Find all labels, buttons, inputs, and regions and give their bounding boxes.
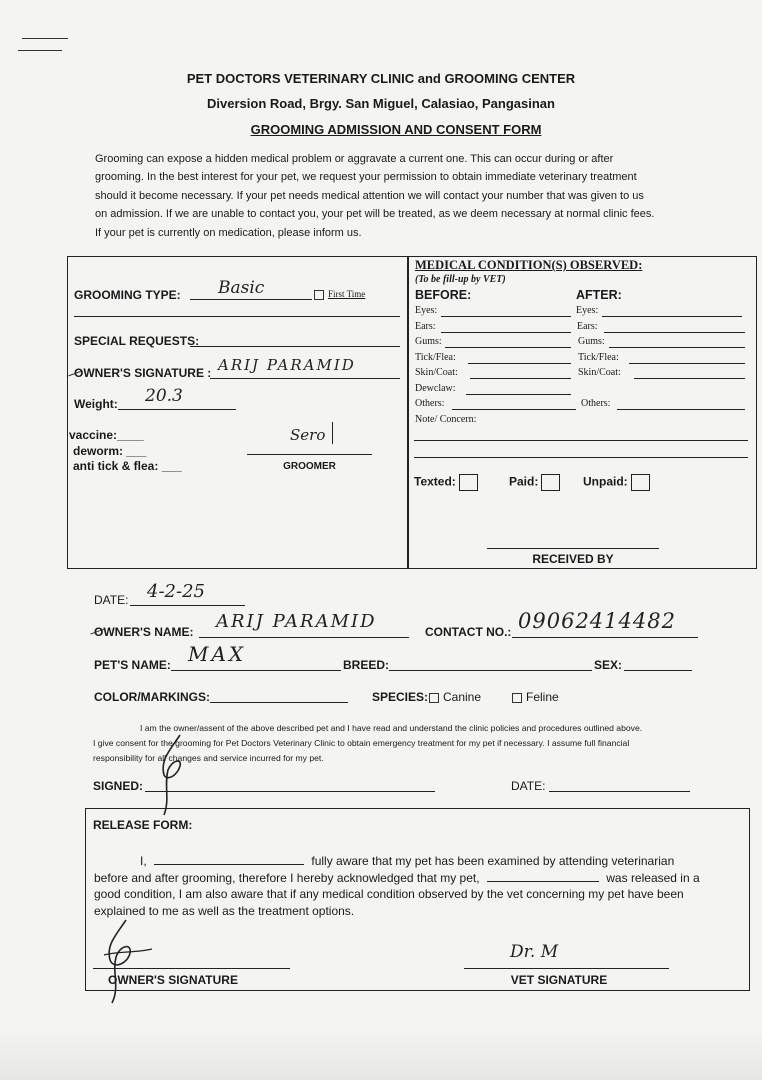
release-name-field[interactable] (154, 852, 304, 865)
intro-line: Grooming can expose a hidden medical problem or aggravate a current one. This can occur during or after (95, 153, 614, 165)
pen-mark (18, 50, 62, 51)
after-label: AFTER: (576, 288, 622, 302)
color-field[interactable] (210, 702, 348, 703)
after-ears-field[interactable] (604, 332, 745, 333)
release-title: RELEASE FORM: (93, 818, 193, 832)
paid-label: Paid: (509, 474, 539, 489)
before-gums-label: Gums: (415, 336, 442, 347)
after-tickflea-field[interactable] (629, 363, 745, 364)
breed-field[interactable] (389, 670, 592, 671)
canine-option[interactable] (429, 690, 481, 704)
before-ears-label: Ears: (415, 321, 436, 332)
clinic-address: Diversion Road, Brgy. San Miguel, Calasiao, Pangasinan (207, 96, 555, 111)
release-owner-signature-label: OWNER'S SIGNATURE (108, 973, 238, 987)
after-tickflea-label: Tick/Flea: (578, 352, 619, 363)
form-title: GROOMING ADMISSION AND CONSENT FORM (250, 122, 542, 137)
after-eyes-field[interactable] (602, 316, 742, 317)
contact-label: CONTACT NO.: (425, 625, 512, 639)
owner-signature-field[interactable] (210, 378, 400, 379)
owner-name-label: OWNER'S NAME: (94, 625, 194, 639)
unpaid-checkbox[interactable] (631, 474, 650, 491)
before-eyes-field[interactable] (441, 316, 571, 317)
groomer-signature-line[interactable] (247, 454, 372, 455)
first-time-label: First Time (328, 289, 366, 299)
before-ears-field[interactable] (441, 332, 571, 333)
before-gums-field[interactable] (445, 347, 571, 348)
groomer-signature: Sero (290, 426, 326, 444)
before-dewclaw-field[interactable] (466, 394, 571, 395)
after-others-field[interactable] (617, 409, 745, 410)
consent-line-3: responsibility for all changes and service incurred for my pet. (93, 753, 324, 763)
release-line-4: explained to me as well as the treatment options. (94, 904, 355, 918)
paid-checkbox[interactable] (541, 474, 560, 491)
release-line-1 (94, 852, 744, 871)
intro-line: on admission. If we are unable to contact you, your pet will be treated, as we deem necessary at normal clinic fees. (95, 208, 655, 221)
first-time-checkbox[interactable] (314, 290, 324, 300)
owner-signature-line[interactable] (93, 968, 290, 969)
received-by-line[interactable] (487, 548, 659, 549)
clinic-name: PET DOCTORS VETERINARY CLINIC and GROOMING CENTER (186, 71, 576, 86)
intro-line: If your pet is currently on medication, please inform us. (95, 226, 362, 239)
pet-name-value: MAX (188, 642, 247, 666)
paid-option[interactable] (509, 474, 560, 491)
intro-line: grooming. In the best interest for your pet, we request your permission to obtain immediate veterinary treatment (95, 171, 637, 184)
vet-signature-label: VET SIGNATURE (510, 973, 608, 987)
pen-mark (22, 38, 68, 39)
owner-name-value: ARIJ PARAMID (216, 611, 377, 632)
received-by-label: RECEIVED BY (532, 552, 614, 566)
release-line-2-text: before and after grooming, therefore I hereby acknowledged that my pet, (94, 871, 480, 885)
after-gums-field[interactable] (609, 347, 745, 348)
canine-label: Canine (443, 690, 482, 704)
groomer-label: GROOMER (283, 461, 336, 472)
release-i-label: I, (140, 854, 147, 868)
release-pet-field[interactable] (487, 869, 599, 882)
feline-checkbox[interactable] (512, 693, 522, 703)
contact-value: 09062414482 (518, 609, 676, 633)
before-others-field[interactable] (452, 409, 576, 410)
before-tickflea-label: Tick/Flea: (415, 352, 456, 363)
release-line-2 (94, 869, 744, 888)
before-skincoat-label: Skin/Coat: (415, 367, 458, 378)
pet-name-field[interactable] (171, 670, 341, 671)
feline-option[interactable] (512, 690, 559, 704)
release-line-1-text: fully aware that my pet has been examined by attending veterinarian (311, 854, 675, 868)
note-field-1[interactable] (414, 440, 748, 441)
before-tickflea-field[interactable] (468, 363, 571, 364)
weight-field[interactable] (118, 409, 236, 410)
texted-label: Texted: (414, 474, 456, 489)
medical-box (407, 256, 757, 569)
unpaid-label: Unpaid: (583, 474, 628, 489)
grooming-type-extra-line[interactable] (74, 316, 400, 317)
special-requests-field[interactable] (190, 346, 400, 347)
antitick-label: anti tick & flea: ___ (73, 459, 182, 473)
consent-line-2: I give consent for the grooming for Pet Doctors Veterinary Clinic to obtain emergency treatment for my pet if necessary. I assume full financial (93, 738, 630, 748)
intro-paragraph (95, 150, 700, 242)
signed-date-label: DATE: (511, 779, 546, 793)
after-eyes-label: Eyes: (576, 305, 599, 316)
sex-label: SEX: (594, 658, 623, 672)
owner-signature-value: ARIJ PARAMID (218, 356, 356, 374)
vaccine-label: vaccine:____ (69, 428, 144, 442)
release-owner-signature (98, 915, 158, 1005)
note-field-2[interactable] (414, 457, 748, 458)
before-skincoat-field[interactable] (470, 378, 571, 379)
texted-option[interactable] (414, 474, 478, 491)
consent-line-1: I am the owner/assent of the above described pet and I have read and understand the clinic policies and procedures outlined above. (140, 723, 643, 733)
owner-name-field[interactable] (199, 637, 409, 638)
consent-signature (150, 730, 200, 820)
weight-label: Weight: (74, 397, 118, 411)
after-skincoat-field[interactable] (634, 378, 745, 379)
release-line-3: good condition, I am also aware that if any medical condition observed by the vet concerning my pet have been (94, 887, 684, 901)
vet-signature-value: Dr. M (510, 942, 559, 962)
vet-signature-line[interactable] (464, 968, 669, 969)
grooming-type-value: Basic (218, 278, 265, 298)
color-label: COLOR/MARKINGS: (94, 690, 210, 704)
page-shadow (0, 1030, 762, 1080)
after-ears-label: Ears: (577, 321, 598, 332)
medical-subtitle: (To be fill-up by VET) (415, 274, 506, 285)
before-others-label: Others: (415, 398, 445, 409)
note-label: Note/ Concern: (415, 414, 477, 425)
pet-name-label: PET'S NAME: (94, 658, 171, 672)
first-time-option[interactable] (314, 289, 365, 300)
feline-label: Feline (526, 690, 559, 704)
intro-line: should it become necessary. If your pet needs medical attention we will contact your number that was given to us (95, 189, 644, 202)
grooming-type-field[interactable] (190, 299, 312, 300)
before-label: BEFORE: (415, 288, 472, 302)
breed-label: BREED: (343, 658, 390, 672)
groomer-signature-stroke (332, 422, 333, 444)
sex-field[interactable] (624, 670, 692, 671)
before-eyes-label: Eyes: (415, 305, 438, 316)
signed-label: SIGNED: (93, 779, 144, 793)
date-label: DATE: (94, 593, 129, 607)
texted-checkbox[interactable] (459, 474, 478, 491)
after-skincoat-label: Skin/Coat: (578, 367, 621, 378)
canine-checkbox[interactable] (429, 693, 439, 703)
after-gums-label: Gums: (578, 336, 605, 347)
owner-signature-label: OWNER'S SIGNATURE : (74, 366, 212, 380)
release-line-2-suffix: was released in a (606, 871, 700, 885)
before-dewclaw-label: Dewclaw: (415, 383, 456, 394)
unpaid-option[interactable] (583, 474, 650, 491)
medical-title: MEDICAL CONDITION(S) OBSERVED: (415, 258, 643, 272)
weight-value: 20.3 (145, 386, 183, 406)
deworm-label: deworm: ___ (73, 444, 147, 458)
special-requests-label: SPECIAL REQUESTS: (74, 334, 200, 348)
grooming-type-label: GROOMING TYPE: (74, 288, 181, 302)
contact-field[interactable] (512, 637, 698, 638)
signed-date-field[interactable] (549, 791, 690, 792)
species-label: SPECIES: (372, 690, 429, 704)
grooming-box (67, 256, 409, 569)
date-value: 4-2-25 (147, 581, 205, 602)
date-field[interactable] (130, 605, 245, 606)
after-others-label: Others: (581, 398, 611, 409)
